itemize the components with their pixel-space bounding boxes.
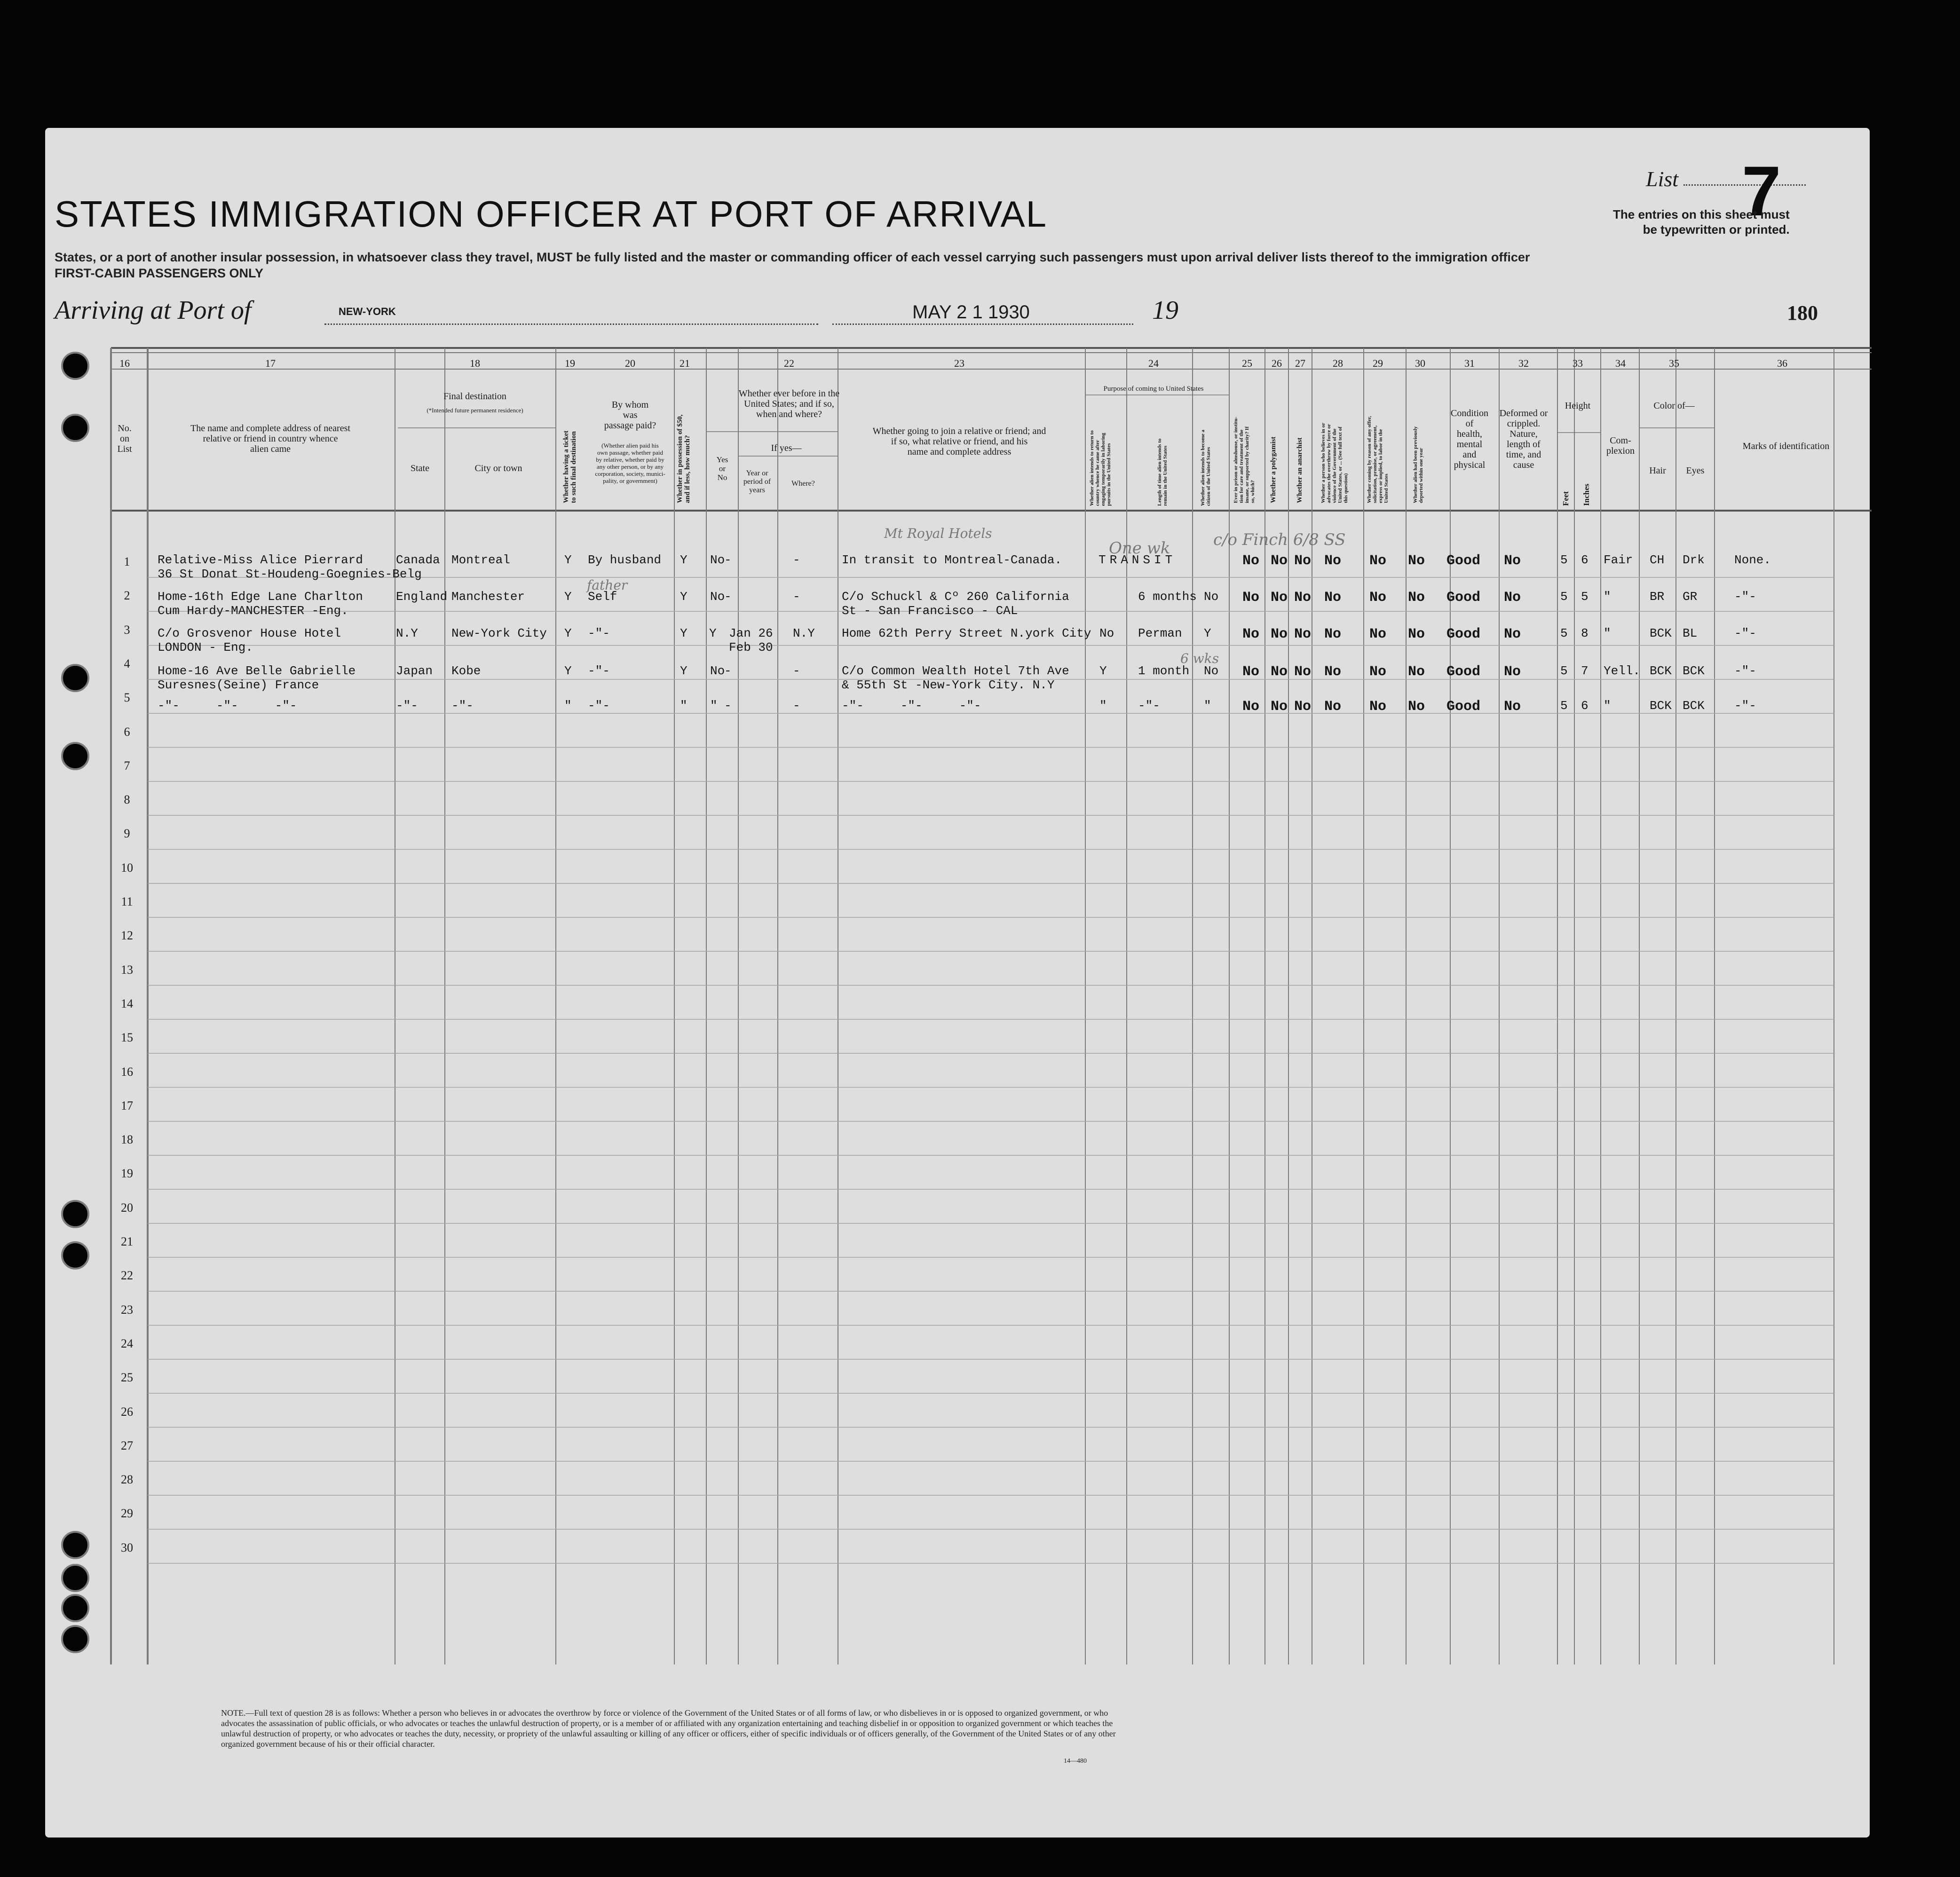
row-5-complexion: " xyxy=(1604,699,1611,713)
row-4-citizen: No xyxy=(1204,664,1219,678)
header-length-stay: Length of time alien intends to remain in the United States xyxy=(1157,438,1168,506)
header-height: Height xyxy=(1565,401,1591,411)
row-2-deformed: No xyxy=(1504,590,1521,606)
row-1-marks: None. xyxy=(1734,553,1771,567)
column-number: 28 xyxy=(1333,357,1343,369)
row-3-length: Perman xyxy=(1138,626,1182,640)
typewritten-note: The entries on this sheet must be typewritten or printed. xyxy=(1613,207,1790,237)
passenger-class: FIRST-CABIN PASSENGERS ONLY xyxy=(55,266,264,280)
list-label: List xyxy=(1646,167,1679,191)
date-stamp: MAY 2 1 1930 xyxy=(912,302,1030,323)
row-4-city: Kobe xyxy=(451,664,481,678)
row-4-state: Japan xyxy=(396,664,433,678)
row-3-relative: C/o Grosvenor House Hotel LONDON - Eng. xyxy=(158,626,341,655)
header-feet: Feet xyxy=(1561,491,1570,506)
row-1-anarchist: No xyxy=(1294,553,1312,569)
row-2-join: C/o Schuckl & Cº 260 California St - San Francisco - CAL xyxy=(842,590,1069,618)
row-4-hair: BCK xyxy=(1650,664,1672,678)
column-number: 25 xyxy=(1242,357,1252,369)
row-1-polygamist: No xyxy=(1271,553,1288,569)
row-3-state: N.Y xyxy=(396,626,418,640)
date-line xyxy=(832,323,1133,325)
row-number: 24 xyxy=(121,1336,133,1350)
handwritten-father: father xyxy=(587,577,628,593)
row-1-before: No xyxy=(710,553,725,567)
row-3-join: Home 62th Perry Street N.york City xyxy=(842,626,1091,640)
row-3-ticket: Y xyxy=(564,626,572,640)
handwritten-hotel: Mt Royal Hotels xyxy=(884,526,992,541)
row-2-eyes: GR xyxy=(1683,590,1698,604)
row-2-relative: Home-16th Edge Lane Charlton Cum Hardy-MANCHESTER -Eng. xyxy=(158,590,363,618)
row-3-eyes: BL xyxy=(1683,626,1698,640)
year-prefix: 19 xyxy=(1152,296,1178,325)
row-4-year: - xyxy=(724,664,732,678)
handwritten-length: 6 wks xyxy=(1180,651,1219,666)
row-4-inches: 7 xyxy=(1581,664,1589,678)
row-4-feet: 5 xyxy=(1560,664,1568,678)
header-color: Color of— xyxy=(1653,401,1695,411)
row-3-city: New-York City xyxy=(451,626,547,640)
row-4-marks: -"- xyxy=(1734,664,1756,678)
row-5-c28: No xyxy=(1324,699,1342,715)
row-number: 12 xyxy=(121,929,133,943)
header-polygamist: Whether a polygamist xyxy=(1270,436,1277,503)
row-2-feet: 5 xyxy=(1560,590,1568,604)
row-4-money: Y xyxy=(680,664,688,678)
port-line xyxy=(324,323,818,325)
row-5-hair: BCK xyxy=(1650,699,1672,713)
row-2-inches: 5 xyxy=(1581,590,1589,604)
page-number: 180 xyxy=(1787,301,1818,324)
row-number: 9 xyxy=(124,827,130,841)
row-1-c28: No xyxy=(1324,553,1342,569)
row-number: 19 xyxy=(121,1167,133,1181)
row-4-health: Good xyxy=(1446,664,1481,680)
row-2-complexion: " xyxy=(1604,590,1611,604)
row-2-ticket: Y xyxy=(564,590,572,604)
column-number: 32 xyxy=(1518,357,1529,369)
row-1-deformed: No xyxy=(1504,553,1521,569)
row-3-anarchist: No xyxy=(1294,626,1312,642)
row-5-deformed: No xyxy=(1504,699,1521,715)
row-3-citizen: Y xyxy=(1204,626,1211,640)
row-3-complexion: " xyxy=(1604,626,1611,640)
row-number: 25 xyxy=(121,1371,133,1385)
row-number: 16 xyxy=(121,1065,133,1079)
row-5-prison: No xyxy=(1242,699,1260,715)
row-5-inches: 6 xyxy=(1581,699,1589,713)
row-3-hair: BCK xyxy=(1650,626,1672,640)
row-1-eyes: Drk xyxy=(1683,553,1705,567)
row-5-state: -"- xyxy=(396,699,418,713)
row-1-state: Canada xyxy=(396,553,440,567)
row-2-prison: No xyxy=(1242,590,1260,606)
column-number: 26 xyxy=(1272,357,1282,369)
row-number: 29 xyxy=(121,1506,133,1521)
row-number: 21 xyxy=(121,1235,133,1248)
row-1-intent: TRANSIT xyxy=(1099,553,1177,567)
row-5-where: - xyxy=(793,699,800,713)
column-number: 34 xyxy=(1615,357,1626,369)
header-passage-paid: By whom was passage paid? xyxy=(604,400,656,431)
row-2-city: Manchester xyxy=(451,590,525,604)
header-join-relative: Whether going to join a relative or friend; and if so, what relative or friend, and his name and complete address xyxy=(872,426,1046,457)
header-ticket: Whether having a ticket to such final destination xyxy=(562,430,577,503)
row-3-before: Y xyxy=(709,626,717,640)
header-money: Whether in possession of $50, and if less, how much? xyxy=(676,414,691,503)
header-complexion: Com- plexion xyxy=(1606,435,1635,456)
row-1-paid: By husband xyxy=(588,553,662,567)
header-state: State xyxy=(411,463,429,473)
column-number: 19 xyxy=(565,357,575,369)
row-2-c28: No xyxy=(1324,590,1342,606)
row-number: 28 xyxy=(121,1473,133,1487)
row-4-intent: Y xyxy=(1099,664,1107,678)
row-5-year: - xyxy=(724,699,732,713)
row-5-citizen: " xyxy=(1204,699,1211,713)
row-2-state: England xyxy=(396,590,448,604)
row-1-join: In transit to Montreal-Canada. xyxy=(842,553,1062,567)
header-deported: Whether alien had been previously deported within one year xyxy=(1413,426,1424,503)
row-number: 1 xyxy=(124,555,130,568)
row-4-length: 1 month xyxy=(1138,664,1190,678)
row-1-c30: No xyxy=(1408,553,1425,569)
column-number: 29 xyxy=(1373,357,1383,369)
header-city: City or town xyxy=(474,463,522,473)
row-2-year: - xyxy=(724,590,732,604)
handwritten-purpose: One wk xyxy=(1109,539,1170,558)
header-final-destination: Final destination xyxy=(443,391,506,402)
column-number: 20 xyxy=(625,357,635,369)
row-2-money: Y xyxy=(680,590,688,604)
row-2-hair: BR xyxy=(1650,590,1665,604)
row-5-intent: " xyxy=(1099,699,1107,713)
row-number: 22 xyxy=(121,1269,133,1283)
row-5-c29: No xyxy=(1369,699,1387,715)
row-1-year: - xyxy=(724,553,732,567)
row-3-prison: No xyxy=(1242,626,1260,642)
row-number: 10 xyxy=(121,860,133,875)
row-4-relative: Home-16 Ave Belle Gabrielle Suresnes(Seine) France xyxy=(158,664,356,692)
row-4-where: - xyxy=(793,664,800,678)
row-4-c28: No xyxy=(1324,664,1342,680)
row-1-feet: 5 xyxy=(1560,553,1568,567)
row-3-inches: 8 xyxy=(1581,626,1589,640)
row-1-health: Good xyxy=(1446,553,1481,569)
header-hair: Hair xyxy=(1649,465,1666,476)
row-3-c30: No xyxy=(1408,626,1425,642)
row-5-before: " xyxy=(710,699,718,713)
header-where: Where? xyxy=(791,480,815,488)
row-number: 30 xyxy=(121,1540,133,1554)
row-4-eyes: BCK xyxy=(1683,664,1705,678)
column-number: 27 xyxy=(1295,357,1305,369)
row-3-where: N.Y xyxy=(793,626,815,640)
row-number: 23 xyxy=(121,1302,133,1317)
row-5-polygamist: No xyxy=(1271,699,1288,715)
header-before-us: Whether ever before in the United States; and if so, when and where? xyxy=(738,388,840,419)
row-1-complexion: Fair xyxy=(1604,553,1633,567)
row-3-deformed: No xyxy=(1504,626,1521,642)
header-deformed: Deformed or crippled. Nature, length of time, and cause xyxy=(1499,408,1548,470)
row-4-ticket: Y xyxy=(564,664,572,678)
row-number: 20 xyxy=(121,1200,133,1215)
header-final-destination-note: (*Intended future permanent residence) xyxy=(427,407,523,414)
row-5-join: -"- -"- -"- xyxy=(842,699,981,713)
row-4-c30: No xyxy=(1408,664,1425,680)
row-3-intent: No xyxy=(1099,626,1114,640)
row-2-before: No xyxy=(710,590,725,604)
port-value: NEW-YORK xyxy=(339,306,396,317)
row-number: 5 xyxy=(124,691,130,705)
row-3-c29: No xyxy=(1369,626,1387,642)
column-number: 33 xyxy=(1573,357,1583,369)
row-number: 6 xyxy=(124,725,130,739)
column-number: 18 xyxy=(470,357,480,369)
column-number: 31 xyxy=(1464,357,1475,369)
row-4-prison: No xyxy=(1242,664,1260,680)
row-3-polygamist: No xyxy=(1271,626,1288,642)
row-5-ticket: " xyxy=(564,699,572,713)
row-5-length: -"- xyxy=(1138,699,1160,713)
header-purpose: Purpose of coming to United States xyxy=(1103,385,1204,393)
row-1-hair: CH xyxy=(1650,553,1665,567)
header-if-yes: If yes— xyxy=(771,443,802,453)
row-3-marks: -"- xyxy=(1734,626,1756,640)
column-number: 36 xyxy=(1777,357,1787,369)
row-2-citizen: No xyxy=(1204,590,1219,604)
row-number: 2 xyxy=(124,589,130,603)
row-5-relative: -"- -"- -"- xyxy=(158,699,297,713)
row-5-city: -"- xyxy=(451,699,474,713)
header-prison: Ever in prison or almshouse, or institu- tion for care and treatment of the insane, or supported by charity? If so, which? xyxy=(1233,417,1256,503)
row-4-complexion: Yell. xyxy=(1604,664,1641,678)
row-3-paid: -"- xyxy=(588,626,610,640)
row-5-health: Good xyxy=(1446,699,1481,715)
row-number: 4 xyxy=(124,656,130,670)
row-number: 15 xyxy=(121,1031,133,1045)
row-2-paid: Self xyxy=(588,590,617,604)
row-5-feet: 5 xyxy=(1560,699,1568,713)
row-3-money: Y xyxy=(680,626,688,640)
header-passage-note: (Whether alien paid his own passage, whether paid by relative, whether paid by any other person, or by any corporation, society, munici- pality, or government) xyxy=(595,442,665,484)
row-number: 3 xyxy=(124,623,130,637)
row-number: 27 xyxy=(121,1438,133,1452)
row-5-marks: -"- xyxy=(1734,699,1756,713)
row-3-feet: 5 xyxy=(1560,626,1568,640)
header-relative-address: The name and complete address of nearest relative or friend in country whence alien came xyxy=(190,423,350,454)
row-4-anarchist: No xyxy=(1294,664,1312,680)
row-4-deformed: No xyxy=(1504,664,1521,680)
column-number: 22 xyxy=(784,357,794,369)
header-marks: Marks of identification xyxy=(1742,441,1830,451)
row-4-polygamist: No xyxy=(1271,664,1288,680)
row-2-length: 6 months xyxy=(1138,590,1197,604)
row-2-marks: -"- xyxy=(1734,590,1756,604)
header-eyes: Eyes xyxy=(1686,465,1705,476)
row-number: 17 xyxy=(121,1098,133,1112)
row-1-where: - xyxy=(793,553,800,567)
row-number: 11 xyxy=(121,895,133,908)
row-3-c28: No xyxy=(1324,626,1342,642)
header-inches: Inches xyxy=(1582,483,1591,506)
row-2-c30: No xyxy=(1408,590,1425,606)
row-number: 18 xyxy=(121,1133,133,1147)
header-overthrow: Whether a person who believes in or advocates the overthrow by force or violence of the Government of the United States, or ... (See full text of this question) xyxy=(1320,423,1349,503)
row-1-relative: Relative-Miss Alice Pierrard 36 St Donat St-Houdeng-Goegnies-Belg xyxy=(158,553,422,581)
row-number: 13 xyxy=(121,962,133,977)
header-intends-return: Whether alien intends to return to country whence he came after engaging temporarily in laboring pursuits in the United States xyxy=(1089,430,1112,506)
column-number: 23 xyxy=(954,357,964,369)
row-4-join: C/o Common Wealth Hotel 7th Ave & 55th St -New-York City. N.Y xyxy=(842,664,1069,692)
row-1-ticket: Y xyxy=(564,553,572,567)
row-5-paid: -"- xyxy=(588,699,610,713)
row-2-polygamist: No xyxy=(1271,590,1288,606)
row-5-anarchist: No xyxy=(1294,699,1312,715)
column-number: 35 xyxy=(1669,357,1679,369)
row-1-city: Montreal xyxy=(451,553,510,567)
header-no-on-list: No. on List xyxy=(117,423,132,454)
page-title: STATES IMMIGRATION OFFICER AT PORT OF ARRIVAL xyxy=(55,193,1048,235)
list-number: 7 xyxy=(1742,151,1781,230)
column-number: 30 xyxy=(1415,357,1425,369)
column-number: 17 xyxy=(265,357,276,369)
row-3-year: Jan 26 Feb 30 xyxy=(729,626,773,655)
header-health: Condition of health, mental and physical xyxy=(1450,408,1489,470)
row-1-prison: No xyxy=(1242,553,1260,569)
header-yes-no: Yes or No xyxy=(716,455,728,482)
row-2-health: Good xyxy=(1446,590,1481,606)
row-4-c29: No xyxy=(1369,664,1387,680)
arriving-label: Arriving at Port of xyxy=(55,296,252,325)
row-1-c29: No xyxy=(1369,553,1387,569)
row-number: 26 xyxy=(121,1404,133,1419)
handwritten-mark: c/o Finch 6/8 SS xyxy=(1213,530,1346,549)
footer-note: NOTE.—Full text of question 28 is as follows: Whether a person who believes in or advocates the overthrow by force or violence of the Government of the United States or of all forms of law, or who disbelieves in or is opposed to organized government, or who advocates the assassination of public officials, or who advocates or teaches the unlawful destruction of property, or is a member of or affiliated with any organization entertaining and teaching disbelief in or opposition to organized government or which teaches the unlawful destruction of property, or who advocates or teaches the duty, necessity, or propriety of the unlawful assaulting or killing of any officer or officers, either of specific individuals or of officers generally, of the Government of the United States or of any other organized government because of his or their official character. xyxy=(221,1708,1116,1749)
row-3-health: Good xyxy=(1446,626,1481,642)
header-labor-offer: Whether coming by reason of any offer, solicitation, promise, or agreement, express or implied, to labor in the United States xyxy=(1367,416,1389,503)
form-instructions: States, or a port of another insular possession, in whatsoever class they travel, MUST be fully listed and the master or commanding officer of each vessel carrying such passengers must upon arrival deliver lists thereof to the immigration officer xyxy=(55,250,1530,264)
column-number: 21 xyxy=(680,357,690,369)
form-code: 14—480 xyxy=(1064,1758,1087,1765)
column-number: 16 xyxy=(119,357,130,369)
row-5-c30: No xyxy=(1408,699,1425,715)
row-number: 7 xyxy=(124,758,130,773)
row-5-eyes: BCK xyxy=(1683,699,1705,713)
row-4-paid: -"- xyxy=(588,664,610,678)
header-year: Year or period of years xyxy=(743,469,771,494)
row-2-where: - xyxy=(793,590,800,604)
header-become-citizen: Whether alien intends to become a citizen of the United States xyxy=(1200,429,1211,506)
row-4-before: No xyxy=(710,664,725,678)
row-number: 14 xyxy=(121,996,133,1010)
row-2-anarchist: No xyxy=(1294,590,1312,606)
row-number: 8 xyxy=(124,793,130,807)
row-5-money: " xyxy=(680,699,688,713)
header-anarchist: Whether an anarchist xyxy=(1296,437,1304,503)
row-1-inches: 6 xyxy=(1581,553,1589,567)
row-2-c29: No xyxy=(1369,590,1387,606)
row-1-money: Y xyxy=(680,553,688,567)
column-number: 24 xyxy=(1148,357,1159,369)
